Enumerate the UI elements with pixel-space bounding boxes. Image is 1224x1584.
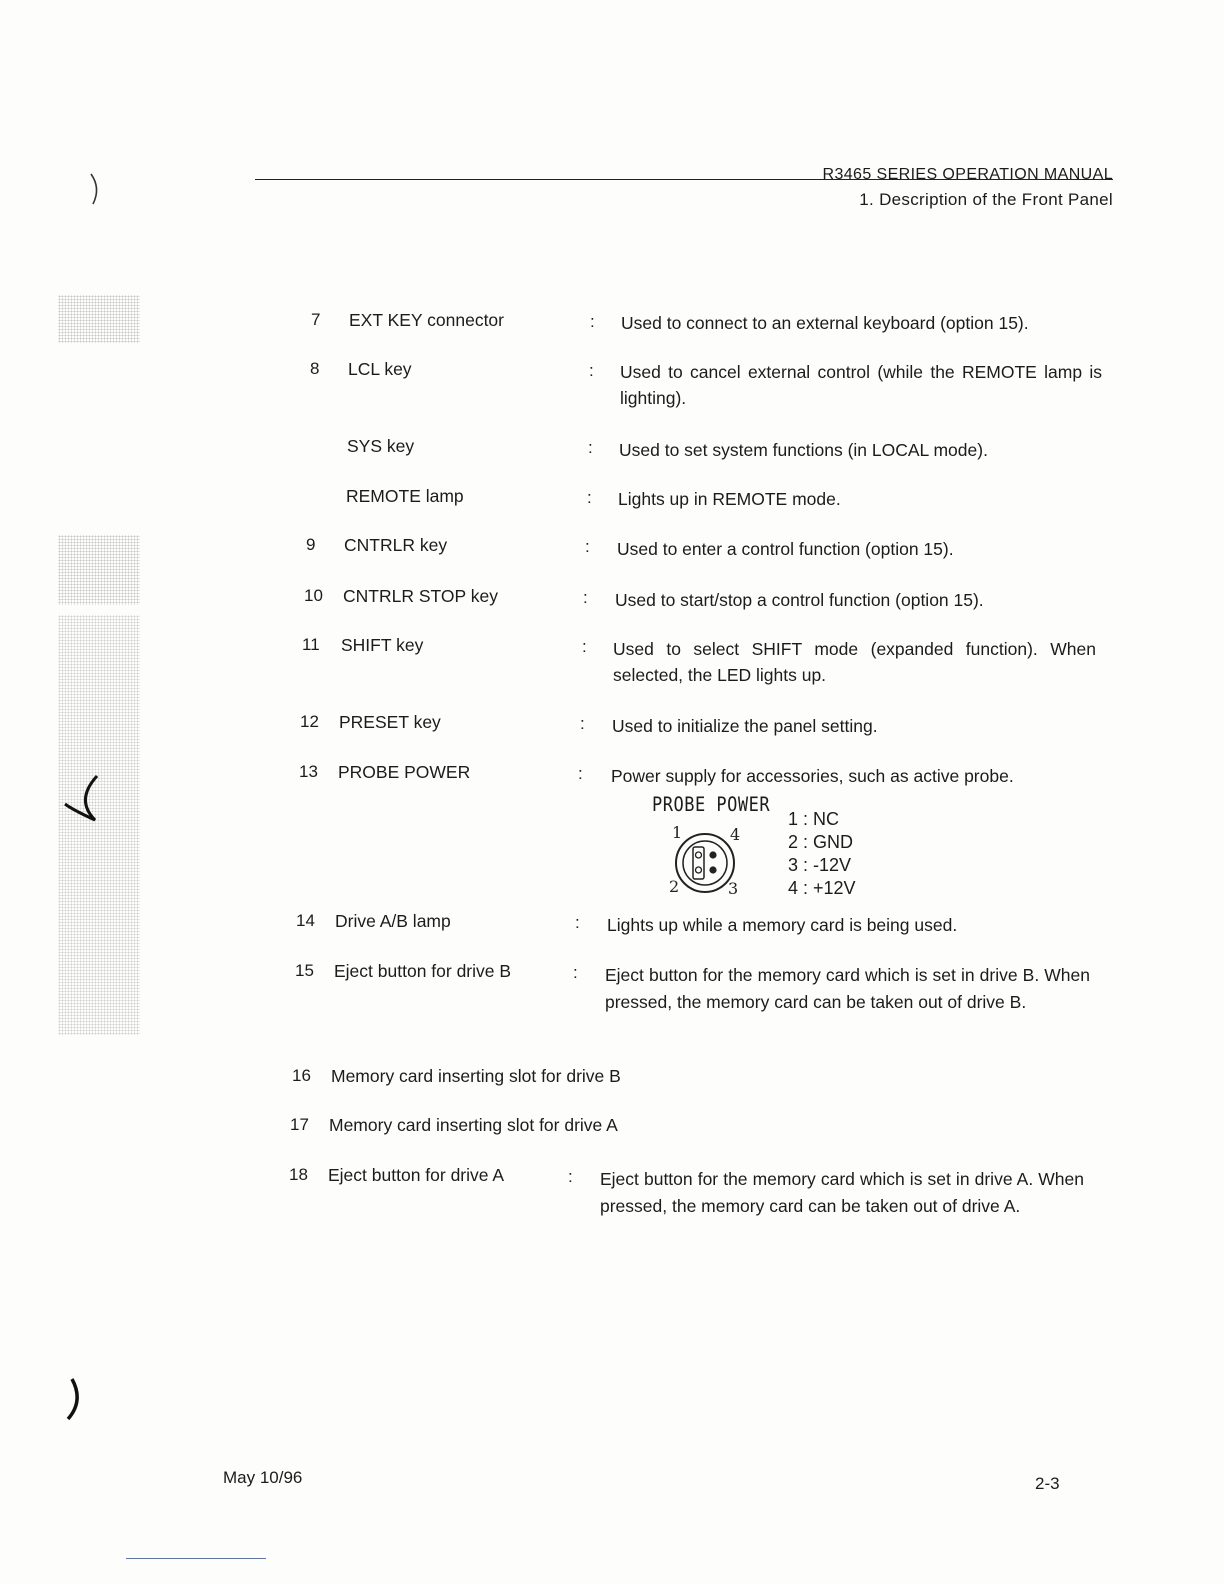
separator: :: [573, 963, 578, 982]
binder-hole-mark: [85, 170, 105, 210]
pin-assignment-list: [788, 808, 856, 900]
item-description: Eject button for the memory card which is set in drive A. When pressed, the memory card can be taken out of drive A.: [600, 1169, 1084, 1216]
item-number: 17: [290, 1115, 309, 1134]
pin-number-label: 3: [728, 879, 739, 898]
item-label: Eject button for drive A: [328, 1165, 505, 1185]
connector-outer-ring: [676, 834, 734, 892]
scan-edge-line: [126, 1558, 266, 1559]
page-number: 2-3: [1035, 1474, 1060, 1493]
footer-date: May 10/96: [223, 1468, 303, 1487]
separator: :: [590, 312, 595, 331]
item-label: Eject button for drive B: [334, 961, 512, 981]
separator: :: [568, 1167, 573, 1186]
pin-assignment: 2 : GND: [788, 832, 854, 852]
item-description: Power supply for accessories, such as active probe.: [611, 766, 1014, 786]
pin-number-label: 1: [672, 823, 683, 842]
item-number: 11: [302, 635, 320, 654]
item-number: 16: [292, 1066, 311, 1085]
separator: :: [587, 488, 592, 507]
item-number: 15: [295, 961, 314, 980]
item-label: PROBE POWER: [338, 762, 471, 782]
separator: :: [583, 588, 588, 607]
item-description: Used to initialize the panel setting.: [612, 716, 878, 736]
item-description: Used to set system functions (in LOCAL mode).: [619, 440, 988, 460]
item-description: Lights up in REMOTE mode.: [618, 489, 841, 509]
item-number: 18: [289, 1165, 308, 1184]
pin-assignment: 1 : NC: [788, 809, 840, 829]
item-label: Memory card inserting slot for drive B: [331, 1066, 621, 1086]
connector-title: PROBE POWER: [652, 793, 771, 817]
item-label: CNTRLR STOP key: [343, 586, 498, 606]
pin: [709, 851, 716, 858]
binder-hole-mark: [62, 1375, 86, 1425]
pin-assignment: 4 : +12V: [788, 878, 856, 898]
item-description: Lights up while a memory card is being used.: [607, 915, 958, 935]
separator: :: [582, 637, 587, 656]
item-description: Used to select SHIFT mode (expanded function). When selected, the LED lights up.: [613, 639, 1096, 685]
item-description: Eject button for the memory card which is set in drive B. When pressed, the memory card can be taken out of drive B.: [605, 965, 1090, 1012]
pin: [696, 852, 702, 858]
item-label: SYS key: [347, 436, 415, 456]
separator: :: [578, 764, 583, 783]
item-description: Used to enter a control function (option 15).: [617, 539, 954, 559]
pin-number-label: 2: [669, 877, 680, 896]
separator: :: [575, 913, 580, 932]
section-title: 1. Description of the Front Panel: [859, 190, 1113, 209]
item-label: Memory card inserting slot for drive A: [329, 1115, 618, 1135]
connector-inner-ring: [683, 841, 727, 885]
item-number: 13: [299, 762, 318, 781]
item-label: SHIFT key: [341, 635, 424, 655]
item-label: Drive A/B lamp: [335, 911, 451, 931]
scan-artifact: [58, 535, 140, 605]
separator: :: [589, 361, 594, 380]
binder-hole-mark: [55, 770, 105, 830]
item-number: 7: [311, 310, 321, 329]
item-number: 9: [306, 535, 316, 554]
separator: :: [580, 714, 585, 733]
item-number: 12: [300, 712, 319, 731]
item-description: Used to start/stop a control function (option 15).: [615, 590, 984, 610]
item-number: 14: [296, 911, 315, 930]
item-label: PRESET key: [339, 712, 441, 732]
pin-number-label: 4: [730, 825, 741, 844]
item-label: EXT KEY connector: [349, 310, 504, 330]
pin: [696, 867, 702, 873]
separator: :: [585, 537, 590, 556]
item-label: CNTRLR key: [344, 535, 448, 555]
item-description: Used to cancel external control (while the REMOTE lamp is lighting).: [620, 362, 1102, 408]
pin-assignment: 3 : -12V: [788, 855, 852, 875]
probe-power-connector-diagram: [660, 818, 750, 900]
pin: [709, 866, 716, 873]
manual-title: R3465 SERIES OPERATION MANUAL: [822, 166, 1113, 183]
scan-artifact: [58, 295, 140, 343]
item-number: 8: [310, 359, 320, 378]
separator: :: [588, 438, 593, 457]
item-label: REMOTE lamp: [346, 486, 464, 506]
item-number: 10: [304, 586, 323, 605]
item-label: LCL key: [348, 359, 412, 379]
item-description: Used to connect to an external keyboard (option 15).: [621, 313, 1029, 333]
